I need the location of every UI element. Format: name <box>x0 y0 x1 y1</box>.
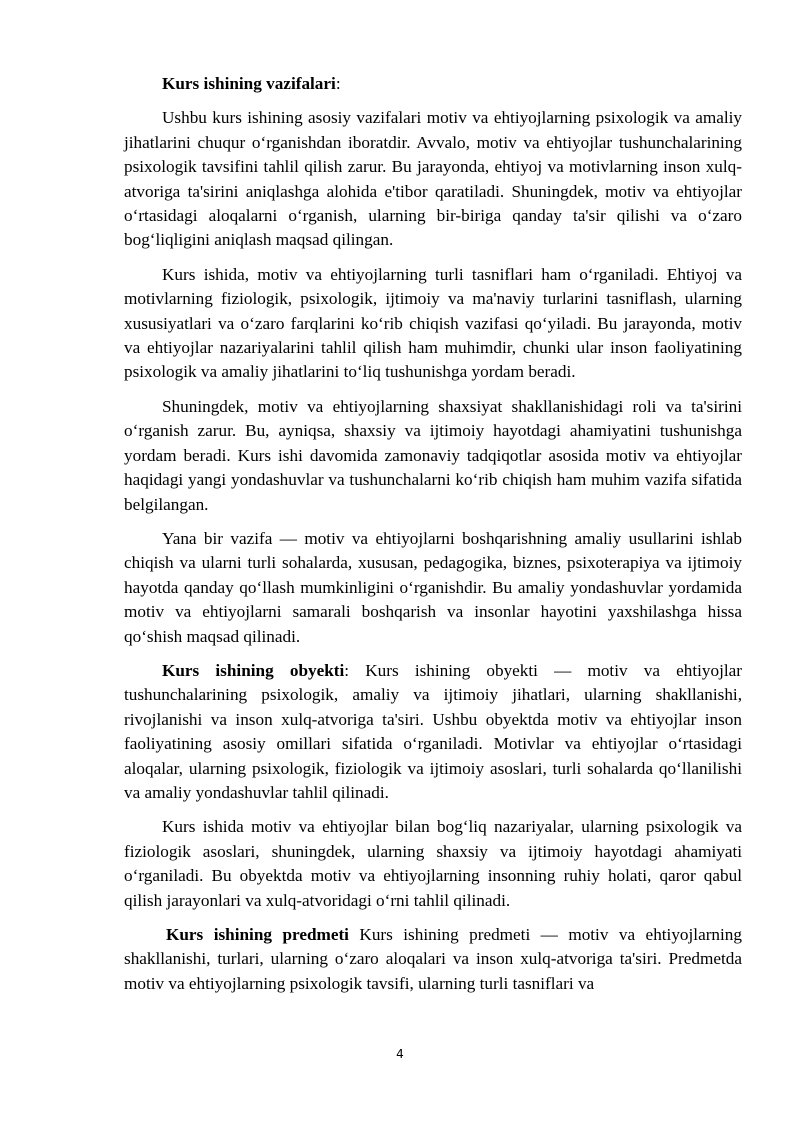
heading-predmeti: Kurs ishining predmeti <box>166 925 349 944</box>
paragraph-obyekti-1 <box>124 659 742 805</box>
paragraph-predmeti <box>124 923 742 996</box>
heading-obyekti: Kurs ishining obyekti <box>162 660 345 680</box>
paragraph-vazifalari-1: Ushbu kurs ishining asosiy vazifalari motiv va ehtiyojlarning psixologik va amaliy jihatlarini chuqur o‘rganishdan iboratdir. Avvalo, motiv va ehtiyojlar tushunchalarining psixologik tavsifini tahlil qilish zarur. Bu jarayonda, ehtiyoj va motivlarning inson xulq-atvoriga ta'sirini aniqlashga alohida e'tibor qaratiladi. Shuningdek, motiv va ehtiyojlar o‘rtasidagi aloqalarni o‘rganish, ularning bir-biriga qanday ta'sir qilishi va o‘zaro bog‘liqligini aniqlash maqsad qilingan. <box>124 108 742 250</box>
predmeti-text: Kurs ishining predmeti — motiv va ehtiyojlarning shakllanishi, turlari, ularning o‘zaro aloqalari va inson xulq-atvoriga ta'siri. Predmetda motiv va ehtiyojlarning psixologik tavsifi, ularning turli tasniflari va <box>124 925 742 993</box>
paragraph-obyekti-2: Kurs ishida motiv va ehtiyojlar bilan bog‘liq nazariyalar, ularning psixologik va fiziologik asoslari, shuningdek, ularning shaxsiy va ijtimoiy hayotdagi ahamiyati o‘rganiladi. Bu obyektda motiv va ehtiyojlarning insonning ruhiy holati, qaror qabul qilish jarayonlari va xulq-atvoridagi o‘rni tahlil qilinadi. <box>124 817 742 910</box>
heading-vazifalari-colon: : <box>335 74 341 93</box>
paragraph-vazifalari-4: Yana bir vazifa — motiv va ehtiyojlarni boshqarishning amaliy usullarini ishlab chiqish va ularni turli sohalarda, xususan, pedagogika, biznes, psixoterapiya va ijtimoiy hayotda qanday qo‘llash mumkinligini o‘rganishdir. Bu amaliy yondashuvlar yordamida motiv va ehtiyojlarni samarali boshqarish va insonlar hayotini yaxshilashga hissa qo‘shish maqsad qilinadi. <box>124 528 742 646</box>
page-content <box>124 72 742 1006</box>
section-heading-vazifalari <box>124 72 742 96</box>
page-number: 4 <box>396 1047 404 1061</box>
obyekti-text: : Kurs ishining obyekti — motiv va ehtiyojlar tushunchalarining psixologik, amaliy va ijtimoiy jihatlari, ularning shakllanishi, rivojlanishi va inson xulq-atvoriga ta'siri. Ushbu obyektda motiv va ehtiyojlar inson faoliyatining asosiy omillari sifatida o‘rganiladi. Motivlar va ehtiyojlar o‘rtasidagi aloqalar, ularning psixologik, fiziologik va ijtimoiy asoslari, turli sohalarda qo‘llanilishi va amaliy yondashuvlar tahlil qilinadi. <box>124 660 742 802</box>
heading-vazifalari: Kurs ishining vazifalari <box>162 74 336 93</box>
paragraph-vazifalari-2: Kurs ishida, motiv va ehtiyojlarning turli tasniflari ham o‘rganiladi. Ehtiyoj va motivlarning fiziologik, psixologik, ijtimoiy va ma'naviy turlarini tasniflash, ularning xususiyatlari va o‘zaro farqlarini ko‘rib chiqish vazifasi qo‘yiladi. Bu jarayonda, motiv va ehtiyojlar nazariyalarini tahlil qilish ham muhimdir, chunki ular inson faoliyatining psixologik va amaliy jihatlarini to‘liq tushunishga yordam beradi. <box>124 264 742 382</box>
paragraph-vazifalari-3: Shuningdek, motiv va ehtiyojlarning shaxsiyat shakllanishidagi roli va ta'sirini o‘rganish zarur. Bu, ayniqsa, shaxsiy va ijtimoiy hayotdagi ahamiyatini tushunishga yordam beradi. Kurs ishi davomida zamonaviy tadqiqotlar asosida motiv va ehtiyojlar haqidagi yangi yondashuvlar va tushunchalarni ko‘rib chiqish ham muhim vazifa sifatida belgilangan. <box>124 396 742 514</box>
